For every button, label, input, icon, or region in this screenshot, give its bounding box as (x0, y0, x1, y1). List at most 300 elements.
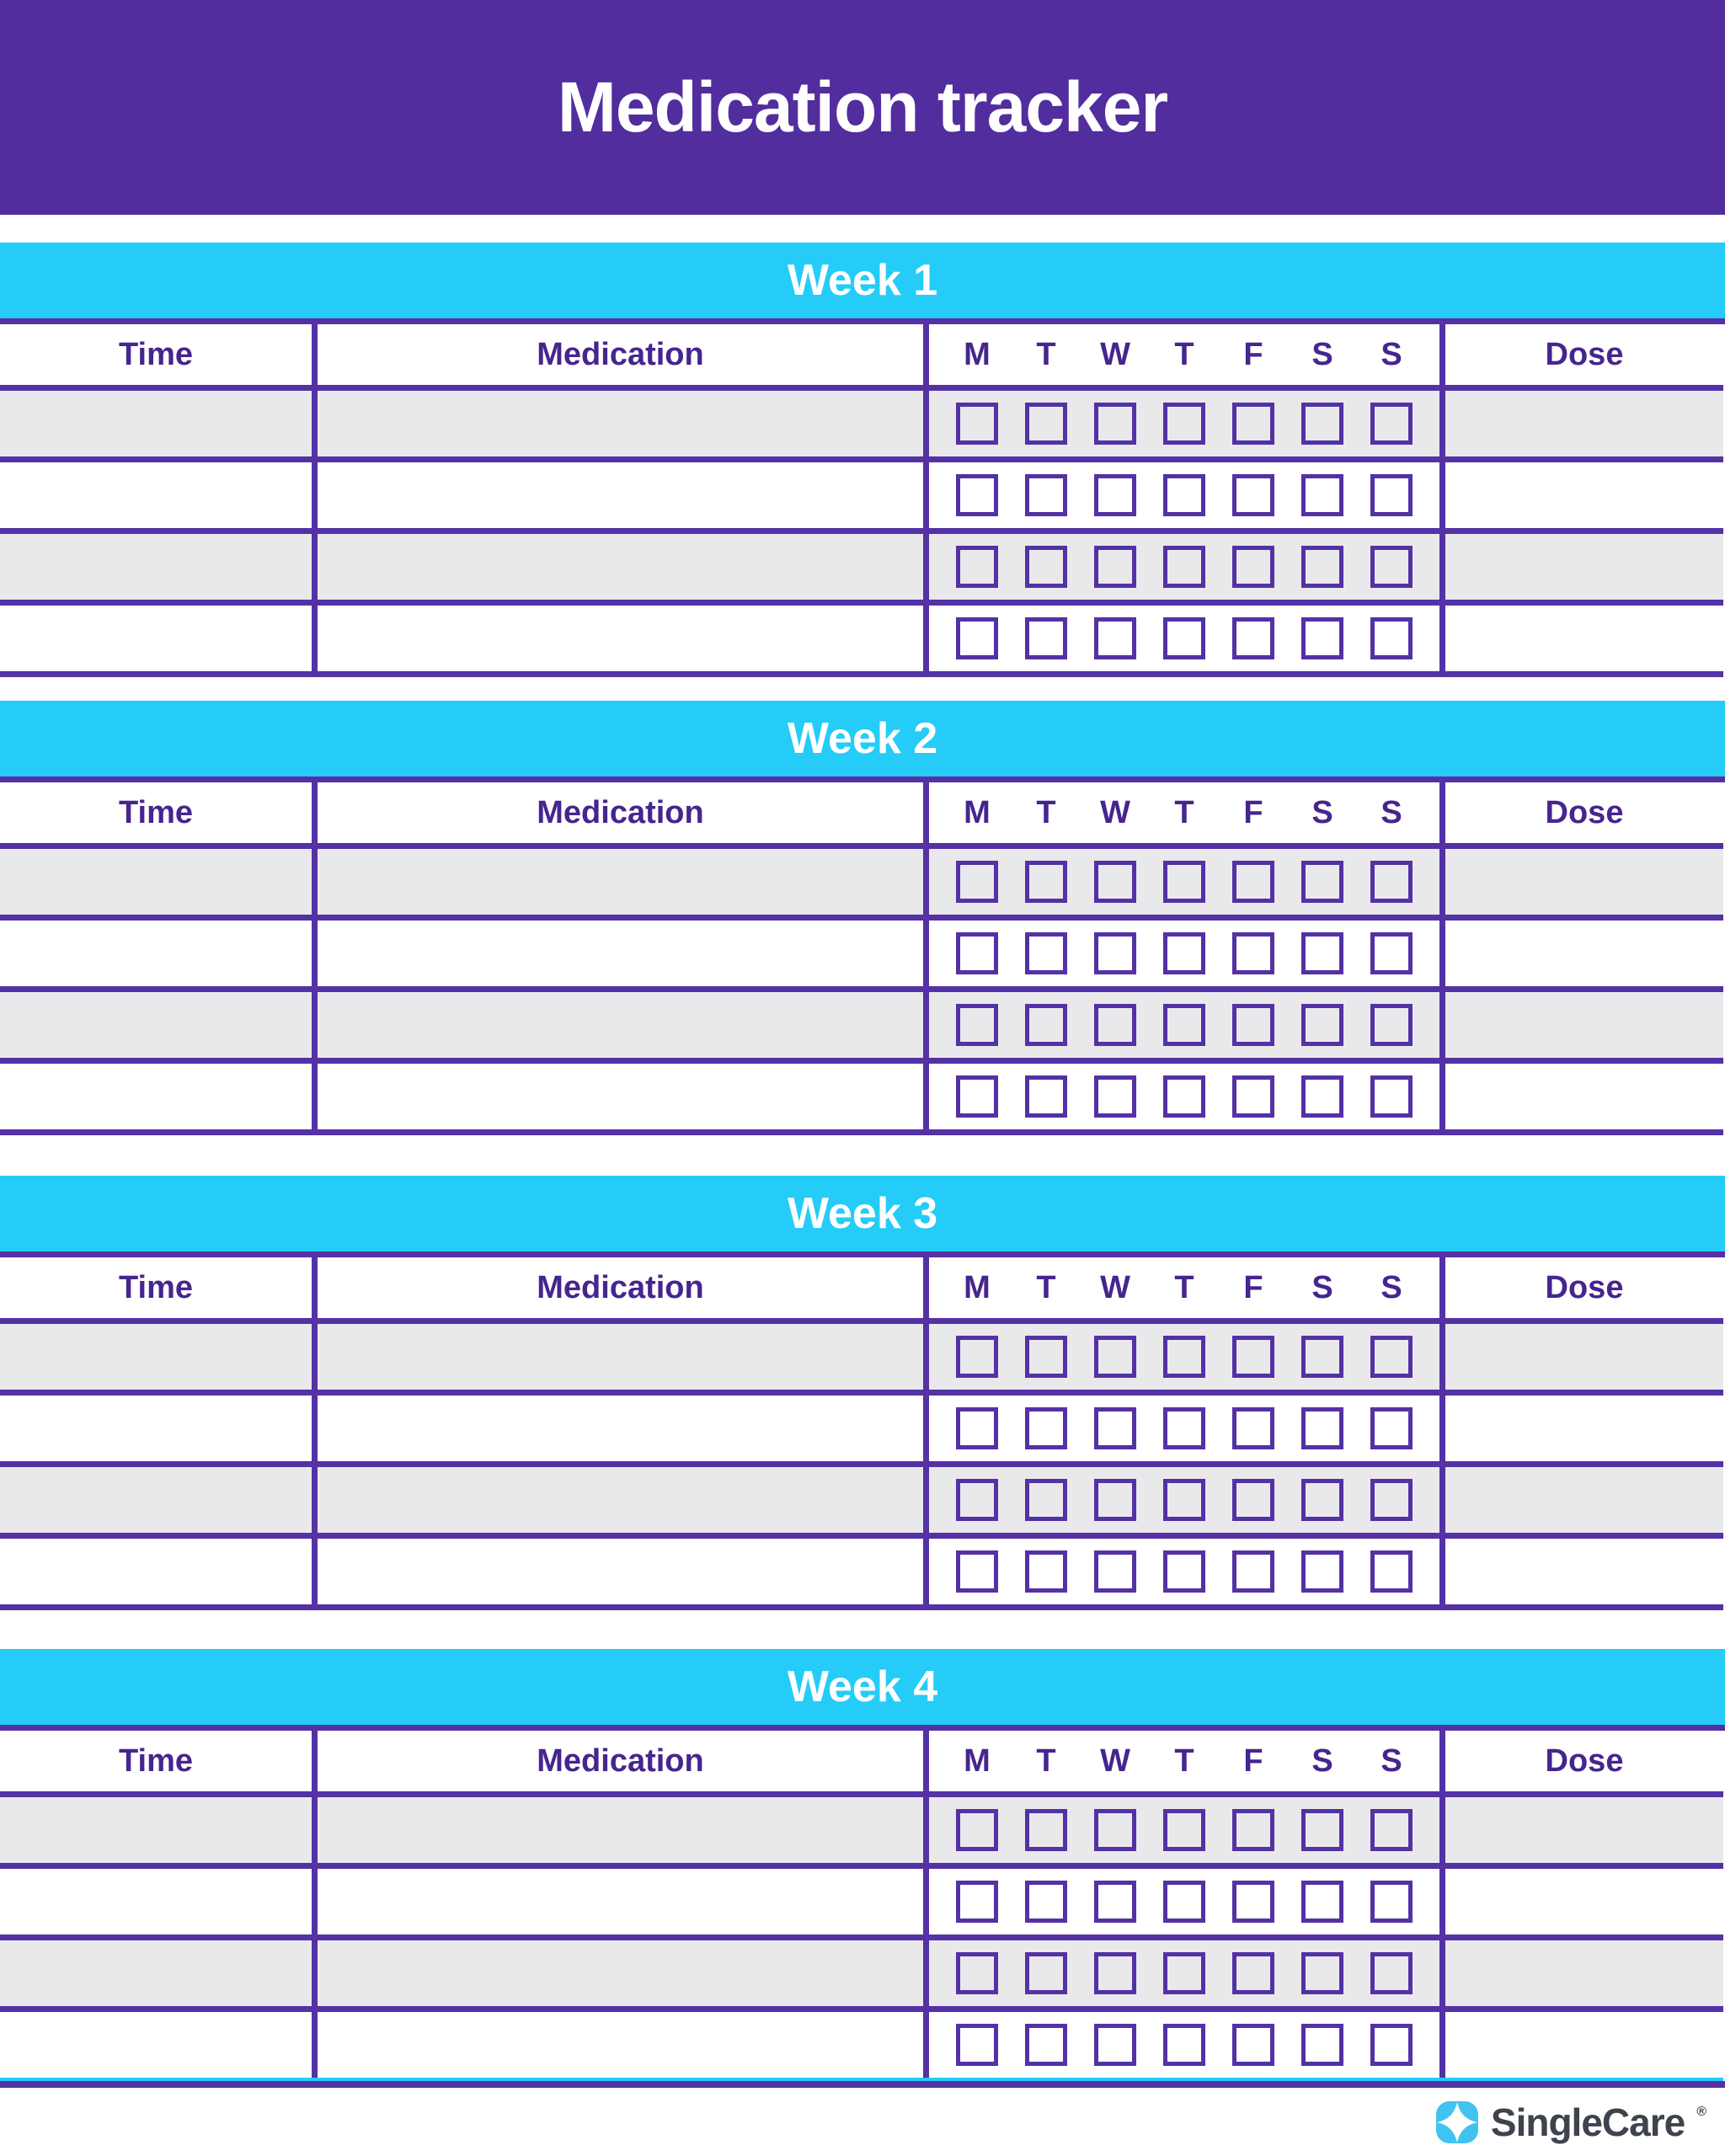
day-checkbox-tuesday[interactable] (1025, 1004, 1067, 1046)
page-title: Medication tracker (557, 67, 1168, 147)
dose-cell (1445, 1869, 1723, 1935)
table-row (0, 1869, 1723, 1940)
day-checkbox-sunday[interactable] (1370, 2024, 1413, 2066)
time-cell (0, 1940, 318, 2006)
day-checkbox-sunday[interactable] (1370, 1407, 1413, 1449)
header-cell-days (929, 782, 1445, 843)
registered-mark: ® (1696, 2104, 1706, 2119)
day-checkbox-friday[interactable] (1232, 1336, 1274, 1378)
medication-input[interactable] (318, 534, 923, 600)
header-cell-dose (1445, 1731, 1723, 1791)
day-checkbox-tuesday[interactable] (1025, 474, 1067, 516)
day-label-sunday: S (1381, 336, 1402, 372)
time-input[interactable] (0, 992, 312, 1058)
dose-input[interactable] (1445, 606, 1723, 671)
day-checkbox-monday[interactable] (956, 1004, 998, 1046)
medication-input[interactable] (318, 1467, 923, 1533)
day-checkbox-monday[interactable] (956, 403, 998, 445)
day-label-friday: F (1243, 1742, 1263, 1779)
time-cell (0, 921, 318, 986)
header-cell-medication (318, 1731, 929, 1791)
header-cell-time (0, 1257, 318, 1318)
week-section (0, 701, 1723, 1135)
day-checkbox-monday[interactable] (956, 1407, 998, 1449)
dose-input[interactable] (1445, 534, 1723, 600)
dose-cell (1445, 992, 1723, 1058)
day-checkbox-saturday[interactable] (1301, 1407, 1343, 1449)
table-row (0, 921, 1723, 992)
table-header-row (0, 1257, 1723, 1324)
medication-column-label: Medication (537, 336, 704, 372)
day-label-thursday: T (1174, 794, 1194, 830)
table-header-row (0, 324, 1723, 391)
table-row (0, 1797, 1723, 1869)
dose-cell (1445, 1396, 1723, 1461)
dose-cell (1445, 1797, 1723, 1863)
day-label-wednesday: W (1100, 1742, 1130, 1779)
dose-column-label: Dose (1545, 1742, 1624, 1779)
days-cell (929, 534, 1445, 600)
day-checkbox-sunday[interactable] (1370, 932, 1413, 974)
day-checkbox-friday[interactable] (1232, 1809, 1274, 1851)
dose-input[interactable] (1445, 849, 1723, 915)
dose-input[interactable] (1445, 921, 1723, 986)
day-checkbox-thursday[interactable] (1163, 1336, 1205, 1378)
day-checkbox-tuesday[interactable] (1025, 1479, 1067, 1521)
day-checkbox-friday[interactable] (1232, 1075, 1274, 1118)
day-checkbox-monday[interactable] (956, 1881, 998, 1923)
dose-input[interactable] (1445, 1064, 1723, 1129)
medication-input[interactable] (318, 849, 923, 915)
day-checkbox-monday[interactable] (956, 1075, 998, 1118)
time-cell (0, 849, 318, 915)
day-checkbox-thursday[interactable] (1163, 1075, 1205, 1118)
table-row (0, 1940, 1723, 2012)
day-checkbox-wednesday[interactable] (1094, 861, 1136, 903)
page-footer (0, 2088, 1725, 2156)
day-checkbox-thursday[interactable] (1163, 1881, 1205, 1923)
day-checkbox-friday[interactable] (1232, 932, 1274, 974)
week-label: Week 4 (787, 1662, 938, 1711)
day-checkbox-wednesday[interactable] (1094, 403, 1136, 445)
brand-name: SingleCare (1490, 2100, 1685, 2144)
medication-input[interactable] (318, 462, 923, 528)
day-label-wednesday: W (1100, 336, 1130, 372)
day-checkbox-sunday[interactable] (1370, 861, 1413, 903)
day-label-tuesday: T (1036, 1742, 1056, 1779)
day-checkbox-wednesday[interactable] (1094, 617, 1136, 659)
day-checkbox-tuesday[interactable] (1025, 1407, 1067, 1449)
days-cell (929, 1940, 1445, 2006)
medication-input[interactable] (318, 2012, 923, 2078)
day-checkbox-saturday[interactable] (1301, 1952, 1343, 1994)
day-checkbox-wednesday[interactable] (1094, 546, 1136, 588)
time-cell (0, 1797, 318, 1863)
day-checkbox-wednesday[interactable] (1094, 1004, 1136, 1046)
day-checkbox-friday[interactable] (1232, 1550, 1274, 1593)
time-input[interactable] (0, 1467, 312, 1533)
dose-input[interactable] (1445, 391, 1723, 456)
day-checkbox-sunday[interactable] (1370, 1952, 1413, 1994)
time-cell (0, 606, 318, 671)
day-checkbox-monday[interactable] (956, 2024, 998, 2066)
medication-cell (318, 1396, 929, 1461)
day-checkbox-monday[interactable] (956, 1550, 998, 1593)
week-section (0, 243, 1723, 677)
bottom-rule (0, 2081, 1725, 2088)
day-label-sunday: S (1381, 1742, 1402, 1779)
medication-input[interactable] (318, 1797, 923, 1863)
time-input[interactable] (0, 462, 312, 528)
day-checkbox-sunday[interactable] (1370, 546, 1413, 588)
dose-cell (1445, 1940, 1723, 2006)
time-cell (0, 391, 318, 456)
day-label-monday: M (964, 1742, 991, 1779)
day-checkbox-thursday[interactable] (1163, 1952, 1205, 1994)
day-checkbox-saturday[interactable] (1301, 861, 1343, 903)
day-checkbox-sunday[interactable] (1370, 474, 1413, 516)
day-checkbox-wednesday[interactable] (1094, 1952, 1136, 1994)
day-checkbox-monday[interactable] (956, 932, 998, 974)
medication-input[interactable] (318, 391, 923, 456)
time-cell (0, 992, 318, 1058)
day-checkbox-wednesday[interactable] (1094, 1479, 1136, 1521)
day-checkbox-wednesday[interactable] (1094, 1075, 1136, 1118)
day-checkbox-friday[interactable] (1232, 1952, 1274, 1994)
medication-cell (318, 1467, 929, 1533)
dose-cell (1445, 391, 1723, 456)
dose-input[interactable] (1445, 1869, 1723, 1935)
days-cell (929, 849, 1445, 915)
day-checkbox-wednesday[interactable] (1094, 2024, 1136, 2066)
header-cell-dose (1445, 1257, 1723, 1318)
day-checkbox-wednesday[interactable] (1094, 1336, 1136, 1378)
day-checkbox-saturday[interactable] (1301, 617, 1343, 659)
medication-column-label: Medication (537, 1269, 704, 1305)
day-label-saturday: S (1311, 1742, 1333, 1779)
table-row (0, 1064, 1723, 1135)
dose-cell (1445, 462, 1723, 528)
day-checkbox-monday[interactable] (956, 1952, 998, 1994)
day-checkbox-tuesday[interactable] (1025, 1809, 1067, 1851)
medication-input[interactable] (318, 1064, 923, 1129)
days-cell (929, 1539, 1445, 1604)
day-checkbox-friday[interactable] (1232, 1881, 1274, 1923)
day-checkbox-wednesday[interactable] (1094, 474, 1136, 516)
dose-column-label: Dose (1545, 794, 1624, 830)
week-section (0, 1176, 1723, 1610)
day-checkbox-thursday[interactable] (1163, 1550, 1205, 1593)
dose-input[interactable] (1445, 1467, 1723, 1533)
day-checkbox-monday[interactable] (956, 1809, 998, 1851)
medication-cell (318, 1869, 929, 1935)
day-checkbox-saturday[interactable] (1301, 1809, 1343, 1851)
week-table-body (0, 391, 1723, 677)
day-checkbox-sunday[interactable] (1370, 617, 1413, 659)
dose-input[interactable] (1445, 1797, 1723, 1863)
day-label-tuesday: T (1036, 336, 1056, 372)
day-checkbox-sunday[interactable] (1370, 1004, 1413, 1046)
singlecare-logo (1435, 2100, 1706, 2145)
day-label-monday: M (964, 1269, 991, 1305)
day-checkbox-tuesday[interactable] (1025, 617, 1067, 659)
day-checkbox-tuesday[interactable] (1025, 1550, 1067, 1593)
dose-cell (1445, 2012, 1723, 2078)
day-checkbox-wednesday[interactable] (1094, 1881, 1136, 1923)
day-checkbox-friday[interactable] (1232, 474, 1274, 516)
day-checkbox-friday[interactable] (1232, 617, 1274, 659)
table-row (0, 1539, 1723, 1610)
dose-input[interactable] (1445, 1324, 1723, 1390)
time-input[interactable] (0, 606, 312, 671)
week-table-body (0, 849, 1723, 1135)
week-label: Week 1 (787, 256, 938, 305)
day-checkbox-monday[interactable] (956, 861, 998, 903)
day-checkbox-friday[interactable] (1232, 1407, 1274, 1449)
time-cell (0, 534, 318, 600)
day-label-sunday: S (1381, 794, 1402, 830)
time-cell (0, 1396, 318, 1461)
time-input[interactable] (0, 1396, 312, 1461)
days-cell (929, 1869, 1445, 1935)
table-row (0, 391, 1723, 462)
day-label-monday: M (964, 336, 991, 372)
day-checkbox-sunday[interactable] (1370, 1809, 1413, 1851)
time-column-label: Time (118, 336, 193, 372)
medication-input[interactable] (318, 992, 923, 1058)
dose-input[interactable] (1445, 462, 1723, 528)
app-header (0, 0, 1725, 215)
day-label-monday: M (964, 794, 991, 830)
medication-cell (318, 534, 929, 600)
days-cell (929, 391, 1445, 456)
day-checkbox-thursday[interactable] (1163, 1479, 1205, 1521)
days-cell (929, 1064, 1445, 1129)
day-checkbox-saturday[interactable] (1301, 1550, 1343, 1593)
day-checkbox-monday[interactable] (956, 474, 998, 516)
day-checkbox-monday[interactable] (956, 546, 998, 588)
medication-cell (318, 1940, 929, 2006)
week-banner (0, 1649, 1725, 1731)
dose-input[interactable] (1445, 1396, 1723, 1461)
day-checkbox-friday[interactable] (1232, 861, 1274, 903)
day-label-friday: F (1243, 336, 1263, 372)
day-checkbox-wednesday[interactable] (1094, 1809, 1136, 1851)
day-checkbox-friday[interactable] (1232, 2024, 1274, 2066)
week-table-body (0, 1797, 1723, 2078)
day-label-tuesday: T (1036, 1269, 1056, 1305)
time-input[interactable] (0, 1539, 312, 1604)
day-checkbox-sunday[interactable] (1370, 1550, 1413, 1593)
medication-cell (318, 1797, 929, 1863)
day-label-friday: F (1243, 1269, 1263, 1305)
day-checkbox-thursday[interactable] (1163, 861, 1205, 903)
day-label-wednesday: W (1100, 1269, 1130, 1305)
day-checkbox-tuesday[interactable] (1025, 403, 1067, 445)
day-checkbox-tuesday[interactable] (1025, 1952, 1067, 1994)
medication-input[interactable] (318, 1940, 923, 2006)
table-row (0, 606, 1723, 677)
medication-input[interactable] (318, 921, 923, 986)
dose-cell (1445, 1467, 1723, 1533)
header-cell-time (0, 1731, 318, 1791)
medication-cell (318, 921, 929, 986)
day-checkbox-tuesday[interactable] (1025, 861, 1067, 903)
weeks-container (0, 215, 1725, 2078)
header-cell-days (929, 1731, 1445, 1791)
time-input[interactable] (0, 849, 312, 915)
singlecare-pinwheel-icon (1435, 2100, 1479, 2144)
day-checkbox-monday[interactable] (956, 617, 998, 659)
day-checkbox-tuesday[interactable] (1025, 546, 1067, 588)
day-checkbox-saturday[interactable] (1301, 403, 1343, 445)
day-checkbox-friday[interactable] (1232, 1004, 1274, 1046)
time-input[interactable] (0, 1324, 312, 1390)
day-checkbox-sunday[interactable] (1370, 1479, 1413, 1521)
dose-cell (1445, 606, 1723, 671)
table-row (0, 534, 1723, 606)
days-cell (929, 1467, 1445, 1533)
time-cell (0, 1064, 318, 1129)
time-cell (0, 462, 318, 528)
days-cell (929, 921, 1445, 986)
dose-cell (1445, 1539, 1723, 1604)
day-label-saturday: S (1311, 794, 1333, 830)
day-checkbox-tuesday[interactable] (1025, 1881, 1067, 1923)
day-checkbox-thursday[interactable] (1163, 474, 1205, 516)
day-checkbox-saturday[interactable] (1301, 1004, 1343, 1046)
medication-column-label: Medication (537, 794, 704, 830)
day-checkbox-thursday[interactable] (1163, 932, 1205, 974)
day-checkbox-monday[interactable] (956, 1479, 998, 1521)
table-header-row (0, 782, 1723, 849)
time-cell (0, 2012, 318, 2078)
medication-cell (318, 1064, 929, 1129)
medication-input[interactable] (318, 1396, 923, 1461)
dose-input[interactable] (1445, 2012, 1723, 2078)
medication-cell (318, 849, 929, 915)
day-checkbox-thursday[interactable] (1163, 403, 1205, 445)
day-checkbox-saturday[interactable] (1301, 1336, 1343, 1378)
day-checkbox-saturday[interactable] (1301, 1479, 1343, 1521)
dose-input[interactable] (1445, 1539, 1723, 1604)
week-banner (0, 701, 1725, 782)
day-label-sunday: S (1381, 1269, 1402, 1305)
day-checkbox-tuesday[interactable] (1025, 1075, 1067, 1118)
day-checkbox-saturday[interactable] (1301, 474, 1343, 516)
days-cell (929, 1324, 1445, 1390)
day-checkbox-thursday[interactable] (1163, 617, 1205, 659)
medication-cell (318, 992, 929, 1058)
table-header-row (0, 1731, 1723, 1797)
medication-cell (318, 462, 929, 528)
dose-input[interactable] (1445, 1940, 1723, 2006)
day-checkbox-saturday[interactable] (1301, 2024, 1343, 2066)
time-input[interactable] (0, 2012, 312, 2078)
dose-cell (1445, 1064, 1723, 1129)
day-checkbox-tuesday[interactable] (1025, 2024, 1067, 2066)
time-cell (0, 1324, 318, 1390)
day-checkbox-wednesday[interactable] (1094, 932, 1136, 974)
day-checkbox-wednesday[interactable] (1094, 1550, 1136, 1593)
day-checkbox-sunday[interactable] (1370, 1881, 1413, 1923)
day-checkbox-thursday[interactable] (1163, 2024, 1205, 2066)
medication-cell (318, 2012, 929, 2078)
time-column-label: Time (118, 794, 193, 830)
days-cell (929, 462, 1445, 528)
table-row (0, 1467, 1723, 1539)
medication-input[interactable] (318, 606, 923, 671)
time-cell (0, 1869, 318, 1935)
week-label: Week 2 (787, 714, 938, 763)
header-cell-medication (318, 1257, 929, 1318)
time-cell (0, 1539, 318, 1604)
day-checkbox-tuesday[interactable] (1025, 932, 1067, 974)
day-checkbox-saturday[interactable] (1301, 932, 1343, 974)
day-checkbox-friday[interactable] (1232, 546, 1274, 588)
dose-column-label: Dose (1545, 1269, 1624, 1305)
dose-cell (1445, 849, 1723, 915)
day-checkbox-monday[interactable] (956, 1336, 998, 1378)
header-cell-dose (1445, 324, 1723, 385)
table-row (0, 992, 1723, 1064)
day-checkbox-saturday[interactable] (1301, 1881, 1343, 1923)
dose-column-label: Dose (1545, 336, 1624, 372)
time-input[interactable] (0, 1064, 312, 1129)
header-cell-time (0, 782, 318, 843)
day-checkbox-thursday[interactable] (1163, 546, 1205, 588)
medication-cell (318, 1539, 929, 1604)
day-checkbox-thursday[interactable] (1163, 1004, 1205, 1046)
day-checkbox-sunday[interactable] (1370, 403, 1413, 445)
days-cell (929, 1797, 1445, 1863)
header-cell-dose (1445, 782, 1723, 843)
day-checkbox-tuesday[interactable] (1025, 1336, 1067, 1378)
medication-cell (318, 391, 929, 456)
table-row (0, 1396, 1723, 1467)
time-input[interactable] (0, 1797, 312, 1863)
time-input[interactable] (0, 921, 312, 986)
medication-input[interactable] (318, 1324, 923, 1390)
medication-input[interactable] (318, 1869, 923, 1935)
time-input[interactable] (0, 1869, 312, 1935)
day-checkbox-saturday[interactable] (1301, 1075, 1343, 1118)
day-label-wednesday: W (1100, 794, 1130, 830)
time-input[interactable] (0, 391, 312, 456)
day-checkbox-friday[interactable] (1232, 1479, 1274, 1521)
table-row (0, 1324, 1723, 1396)
time-input[interactable] (0, 1940, 312, 2006)
week-banner (0, 243, 1725, 324)
medication-cell (318, 606, 929, 671)
day-checkbox-thursday[interactable] (1163, 1407, 1205, 1449)
header-cell-days (929, 324, 1445, 385)
days-cell (929, 606, 1445, 671)
dose-input[interactable] (1445, 992, 1723, 1058)
medication-input[interactable] (318, 1539, 923, 1604)
header-cell-medication (318, 782, 929, 843)
day-checkbox-wednesday[interactable] (1094, 1407, 1136, 1449)
time-input[interactable] (0, 534, 312, 600)
day-checkbox-thursday[interactable] (1163, 1809, 1205, 1851)
table-row (0, 462, 1723, 534)
day-checkbox-saturday[interactable] (1301, 546, 1343, 588)
day-checkbox-sunday[interactable] (1370, 1075, 1413, 1118)
day-checkbox-sunday[interactable] (1370, 1336, 1413, 1378)
header-cell-days (929, 1257, 1445, 1318)
day-label-tuesday: T (1036, 794, 1056, 830)
day-checkbox-friday[interactable] (1232, 403, 1274, 445)
